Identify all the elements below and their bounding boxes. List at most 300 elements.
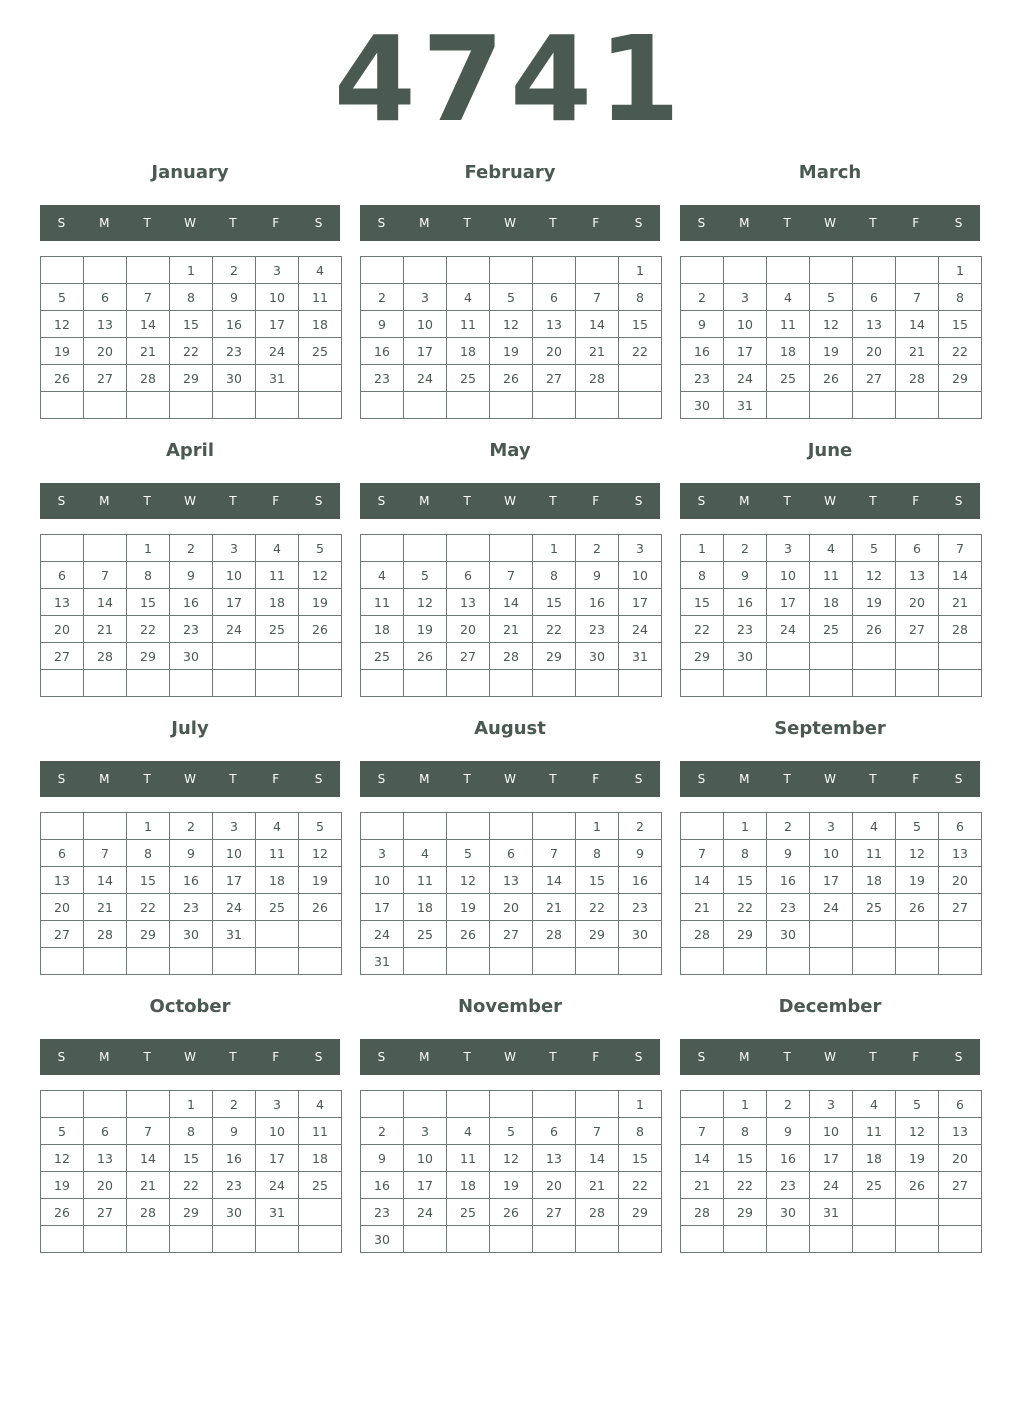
day-cell: 19 bbox=[41, 338, 84, 365]
month-name: September bbox=[774, 718, 886, 739]
day-cell: 28 bbox=[84, 921, 127, 948]
day-cell bbox=[127, 257, 170, 284]
day-cell bbox=[896, 1199, 939, 1226]
day-cell: 12 bbox=[896, 840, 939, 867]
weekday-header: F bbox=[912, 1050, 920, 1064]
weekday-header: S bbox=[634, 1050, 643, 1064]
day-cell: 20 bbox=[853, 338, 896, 365]
week-row bbox=[361, 1145, 662, 1172]
weekday-header: W bbox=[504, 772, 516, 786]
weekday-header: F bbox=[272, 494, 280, 508]
week-row bbox=[361, 284, 662, 311]
day-cell bbox=[299, 1226, 342, 1253]
day-cell bbox=[84, 257, 127, 284]
day-cell: 25 bbox=[361, 643, 404, 670]
week-row bbox=[681, 1199, 982, 1226]
day-cell: 13 bbox=[533, 1145, 576, 1172]
weekday-header: T bbox=[229, 216, 237, 230]
day-cell bbox=[404, 392, 447, 419]
day-cell: 19 bbox=[896, 1145, 939, 1172]
day-cell: 24 bbox=[256, 338, 299, 365]
day-cell bbox=[724, 257, 767, 284]
day-cell: 11 bbox=[853, 840, 896, 867]
day-cell bbox=[724, 948, 767, 975]
day-cell: 24 bbox=[256, 1172, 299, 1199]
day-cell bbox=[299, 1199, 342, 1226]
day-cell bbox=[810, 670, 853, 697]
day-cell: 25 bbox=[853, 894, 896, 921]
day-cell: 25 bbox=[767, 365, 810, 392]
day-cell bbox=[853, 948, 896, 975]
day-cell bbox=[810, 643, 853, 670]
day-cell: 10 bbox=[361, 867, 404, 894]
day-cell: 19 bbox=[490, 1172, 533, 1199]
month-name: December bbox=[778, 996, 882, 1017]
day-cell: 14 bbox=[576, 311, 619, 338]
week-row bbox=[361, 867, 662, 894]
day-cell: 6 bbox=[447, 562, 490, 589]
weekday-header-bar bbox=[680, 1039, 980, 1075]
day-cell: 12 bbox=[447, 867, 490, 894]
day-cell: 15 bbox=[127, 867, 170, 894]
day-cell: 17 bbox=[810, 867, 853, 894]
day-cell: 19 bbox=[299, 867, 342, 894]
day-cell bbox=[84, 535, 127, 562]
day-cell bbox=[127, 1091, 170, 1118]
week-row bbox=[681, 813, 982, 840]
day-cell: 22 bbox=[619, 338, 662, 365]
day-grid bbox=[40, 256, 342, 419]
day-cell bbox=[724, 670, 767, 697]
day-cell: 15 bbox=[576, 867, 619, 894]
day-cell: 7 bbox=[681, 840, 724, 867]
day-cell: 22 bbox=[724, 1172, 767, 1199]
day-cell: 28 bbox=[681, 1199, 724, 1226]
day-cell: 20 bbox=[41, 894, 84, 921]
week-row bbox=[41, 813, 342, 840]
day-cell: 16 bbox=[170, 867, 213, 894]
day-cell: 26 bbox=[404, 643, 447, 670]
day-cell: 14 bbox=[127, 1145, 170, 1172]
day-cell: 3 bbox=[810, 1091, 853, 1118]
day-cell: 1 bbox=[681, 535, 724, 562]
day-cell: 11 bbox=[767, 311, 810, 338]
day-cell: 5 bbox=[404, 562, 447, 589]
day-cell: 24 bbox=[404, 365, 447, 392]
day-cell: 13 bbox=[84, 1145, 127, 1172]
day-grid bbox=[40, 1090, 342, 1253]
weekday-header: W bbox=[184, 494, 196, 508]
day-cell: 17 bbox=[619, 589, 662, 616]
day-cell: 8 bbox=[724, 1118, 767, 1145]
day-cell bbox=[256, 1226, 299, 1253]
weekday-header: S bbox=[954, 494, 963, 508]
day-cell: 20 bbox=[84, 338, 127, 365]
day-cell: 3 bbox=[619, 535, 662, 562]
weekday-header-bar bbox=[40, 205, 340, 241]
day-cell: 31 bbox=[213, 921, 256, 948]
day-cell bbox=[84, 813, 127, 840]
day-cell bbox=[361, 1091, 404, 1118]
day-cell: 13 bbox=[939, 840, 982, 867]
day-cell: 4 bbox=[810, 535, 853, 562]
day-cell: 4 bbox=[447, 284, 490, 311]
weekday-header: W bbox=[824, 772, 836, 786]
day-cell: 12 bbox=[896, 1118, 939, 1145]
day-cell bbox=[490, 948, 533, 975]
day-cell: 30 bbox=[767, 921, 810, 948]
month-name: July bbox=[171, 718, 209, 739]
day-cell bbox=[896, 643, 939, 670]
weekday-header: M bbox=[739, 772, 750, 786]
day-cell bbox=[896, 921, 939, 948]
day-cell: 12 bbox=[41, 311, 84, 338]
week-row bbox=[361, 894, 662, 921]
day-cell: 27 bbox=[490, 921, 533, 948]
day-cell: 23 bbox=[576, 616, 619, 643]
day-cell: 26 bbox=[41, 365, 84, 392]
weekday-header: F bbox=[912, 772, 920, 786]
weekday-header: S bbox=[314, 216, 323, 230]
day-cell: 22 bbox=[619, 1172, 662, 1199]
week-row bbox=[361, 643, 662, 670]
week-row bbox=[41, 1199, 342, 1226]
day-cell: 17 bbox=[724, 338, 767, 365]
weekday-header: S bbox=[57, 1050, 66, 1064]
weekday-header: T bbox=[143, 494, 151, 508]
day-cell bbox=[939, 392, 982, 419]
day-cell: 1 bbox=[619, 257, 662, 284]
day-cell: 14 bbox=[939, 562, 982, 589]
weekday-header: S bbox=[954, 772, 963, 786]
day-cell: 29 bbox=[127, 643, 170, 670]
day-cell: 1 bbox=[724, 813, 767, 840]
week-row bbox=[681, 1172, 982, 1199]
weekday-header: W bbox=[824, 216, 836, 230]
day-cell: 29 bbox=[939, 365, 982, 392]
week-row bbox=[361, 311, 662, 338]
day-cell: 8 bbox=[619, 284, 662, 311]
weekday-header: T bbox=[869, 772, 877, 786]
day-cell: 28 bbox=[490, 643, 533, 670]
day-cell: 21 bbox=[681, 894, 724, 921]
day-cell: 4 bbox=[256, 813, 299, 840]
day-cell: 3 bbox=[213, 535, 256, 562]
day-cell bbox=[490, 257, 533, 284]
day-cell: 16 bbox=[619, 867, 662, 894]
day-cell bbox=[767, 257, 810, 284]
day-cell: 16 bbox=[213, 1145, 256, 1172]
day-cell: 7 bbox=[127, 284, 170, 311]
day-cell bbox=[681, 1226, 724, 1253]
day-cell: 28 bbox=[681, 921, 724, 948]
day-cell: 12 bbox=[299, 562, 342, 589]
day-cell bbox=[896, 1226, 939, 1253]
week-row bbox=[41, 616, 342, 643]
day-cell: 10 bbox=[404, 1145, 447, 1172]
day-cell: 3 bbox=[810, 813, 853, 840]
day-cell: 25 bbox=[299, 1172, 342, 1199]
week-row bbox=[41, 1091, 342, 1118]
day-cell: 22 bbox=[170, 1172, 213, 1199]
weekday-header: M bbox=[419, 216, 430, 230]
week-row bbox=[361, 562, 662, 589]
day-cell: 16 bbox=[170, 589, 213, 616]
day-cell: 10 bbox=[213, 562, 256, 589]
day-cell bbox=[939, 948, 982, 975]
day-cell: 15 bbox=[170, 311, 213, 338]
day-cell: 19 bbox=[896, 867, 939, 894]
day-cell: 27 bbox=[84, 365, 127, 392]
day-cell bbox=[767, 670, 810, 697]
weekday-header: M bbox=[419, 1050, 430, 1064]
day-cell: 5 bbox=[490, 284, 533, 311]
month-name: May bbox=[489, 440, 531, 461]
day-cell: 6 bbox=[939, 813, 982, 840]
day-cell: 26 bbox=[447, 921, 490, 948]
week-row bbox=[361, 921, 662, 948]
day-cell: 16 bbox=[767, 1145, 810, 1172]
weekday-header: F bbox=[272, 772, 280, 786]
day-cell: 9 bbox=[170, 562, 213, 589]
day-cell: 12 bbox=[299, 840, 342, 867]
day-cell: 28 bbox=[576, 365, 619, 392]
day-cell: 10 bbox=[256, 1118, 299, 1145]
weekday-header: S bbox=[697, 494, 706, 508]
day-cell bbox=[41, 670, 84, 697]
day-cell bbox=[299, 392, 342, 419]
weekday-header-bar bbox=[40, 761, 340, 797]
day-cell: 27 bbox=[853, 365, 896, 392]
day-cell: 22 bbox=[127, 894, 170, 921]
week-row bbox=[681, 1091, 982, 1118]
day-cell: 8 bbox=[724, 840, 767, 867]
day-cell: 25 bbox=[299, 338, 342, 365]
day-cell bbox=[810, 921, 853, 948]
day-cell: 5 bbox=[810, 284, 853, 311]
day-cell: 29 bbox=[127, 921, 170, 948]
weekday-header: F bbox=[592, 494, 600, 508]
day-cell: 3 bbox=[404, 284, 447, 311]
day-cell: 12 bbox=[490, 1145, 533, 1172]
day-cell bbox=[619, 365, 662, 392]
day-cell bbox=[299, 643, 342, 670]
day-cell: 21 bbox=[896, 338, 939, 365]
day-cell: 1 bbox=[127, 535, 170, 562]
day-cell bbox=[490, 392, 533, 419]
day-cell: 23 bbox=[361, 1199, 404, 1226]
weekday-header: S bbox=[954, 216, 963, 230]
day-cell bbox=[299, 365, 342, 392]
week-row bbox=[41, 589, 342, 616]
day-cell bbox=[41, 257, 84, 284]
day-cell: 1 bbox=[127, 813, 170, 840]
day-cell: 6 bbox=[41, 562, 84, 589]
day-cell: 16 bbox=[767, 867, 810, 894]
week-row bbox=[361, 948, 662, 975]
day-cell bbox=[576, 948, 619, 975]
day-cell: 12 bbox=[404, 589, 447, 616]
day-cell: 2 bbox=[724, 535, 767, 562]
day-cell: 4 bbox=[767, 284, 810, 311]
weekday-header: W bbox=[824, 494, 836, 508]
day-cell: 21 bbox=[84, 894, 127, 921]
day-cell: 21 bbox=[576, 1172, 619, 1199]
day-cell bbox=[213, 670, 256, 697]
day-cell bbox=[84, 1226, 127, 1253]
day-cell: 14 bbox=[681, 1145, 724, 1172]
day-cell: 8 bbox=[170, 1118, 213, 1145]
day-cell bbox=[404, 948, 447, 975]
day-cell: 24 bbox=[724, 365, 767, 392]
day-cell: 17 bbox=[213, 867, 256, 894]
day-cell: 19 bbox=[447, 894, 490, 921]
day-cell: 27 bbox=[939, 894, 982, 921]
day-cell: 28 bbox=[896, 365, 939, 392]
day-cell: 19 bbox=[853, 589, 896, 616]
day-cell: 26 bbox=[41, 1199, 84, 1226]
week-row bbox=[681, 1226, 982, 1253]
day-cell: 21 bbox=[84, 616, 127, 643]
day-cell: 13 bbox=[533, 311, 576, 338]
day-cell: 30 bbox=[619, 921, 662, 948]
day-cell bbox=[767, 392, 810, 419]
day-cell: 8 bbox=[576, 840, 619, 867]
day-cell bbox=[533, 257, 576, 284]
day-cell bbox=[213, 643, 256, 670]
day-cell bbox=[767, 948, 810, 975]
day-cell: 18 bbox=[361, 616, 404, 643]
day-cell: 31 bbox=[724, 392, 767, 419]
weekday-header: S bbox=[634, 494, 643, 508]
weekday-header: T bbox=[549, 772, 557, 786]
day-cell: 22 bbox=[533, 616, 576, 643]
day-cell: 5 bbox=[896, 813, 939, 840]
day-cell bbox=[767, 1226, 810, 1253]
day-cell: 29 bbox=[576, 921, 619, 948]
day-cell: 11 bbox=[256, 840, 299, 867]
week-row bbox=[681, 921, 982, 948]
weekday-header: W bbox=[184, 216, 196, 230]
day-cell: 4 bbox=[853, 813, 896, 840]
day-cell: 4 bbox=[256, 535, 299, 562]
day-cell bbox=[84, 392, 127, 419]
week-row bbox=[41, 1145, 342, 1172]
day-cell: 4 bbox=[299, 1091, 342, 1118]
weekday-header: T bbox=[229, 1050, 237, 1064]
day-cell bbox=[810, 257, 853, 284]
day-cell: 31 bbox=[256, 365, 299, 392]
day-cell: 3 bbox=[256, 1091, 299, 1118]
day-cell: 7 bbox=[127, 1118, 170, 1145]
day-cell: 8 bbox=[170, 284, 213, 311]
day-cell: 22 bbox=[939, 338, 982, 365]
day-cell: 28 bbox=[533, 921, 576, 948]
day-cell bbox=[299, 670, 342, 697]
day-cell: 12 bbox=[490, 311, 533, 338]
weekday-header: S bbox=[697, 1050, 706, 1064]
day-cell: 5 bbox=[853, 535, 896, 562]
week-row bbox=[681, 894, 982, 921]
day-cell: 6 bbox=[939, 1091, 982, 1118]
weekday-header: M bbox=[99, 772, 110, 786]
week-row bbox=[41, 284, 342, 311]
day-cell: 3 bbox=[213, 813, 256, 840]
month-name: March bbox=[798, 162, 862, 183]
day-cell: 29 bbox=[170, 1199, 213, 1226]
day-cell: 20 bbox=[939, 867, 982, 894]
day-cell: 8 bbox=[127, 562, 170, 589]
day-cell: 27 bbox=[41, 921, 84, 948]
day-cell bbox=[299, 948, 342, 975]
weekday-header-bar bbox=[360, 205, 660, 241]
day-cell: 28 bbox=[84, 643, 127, 670]
week-row bbox=[41, 921, 342, 948]
day-cell: 25 bbox=[256, 616, 299, 643]
day-cell: 31 bbox=[810, 1199, 853, 1226]
day-cell: 29 bbox=[619, 1199, 662, 1226]
day-cell bbox=[84, 1091, 127, 1118]
day-cell: 21 bbox=[576, 338, 619, 365]
weekday-header: S bbox=[377, 1050, 386, 1064]
day-cell: 6 bbox=[84, 1118, 127, 1145]
day-cell bbox=[853, 643, 896, 670]
day-cell bbox=[213, 948, 256, 975]
day-cell: 3 bbox=[361, 840, 404, 867]
day-cell bbox=[767, 643, 810, 670]
week-row bbox=[681, 392, 982, 419]
month-name: June bbox=[807, 440, 853, 461]
day-cell: 15 bbox=[127, 589, 170, 616]
day-cell: 5 bbox=[447, 840, 490, 867]
day-cell bbox=[361, 535, 404, 562]
weekday-header: F bbox=[592, 216, 600, 230]
day-cell: 16 bbox=[724, 589, 767, 616]
day-cell: 6 bbox=[41, 840, 84, 867]
day-cell: 2 bbox=[361, 1118, 404, 1145]
weekday-header: S bbox=[697, 772, 706, 786]
day-cell: 3 bbox=[256, 257, 299, 284]
week-row bbox=[681, 338, 982, 365]
day-cell: 23 bbox=[213, 338, 256, 365]
day-cell: 29 bbox=[533, 643, 576, 670]
day-cell bbox=[939, 921, 982, 948]
day-cell: 21 bbox=[939, 589, 982, 616]
day-cell bbox=[490, 1226, 533, 1253]
day-cell: 2 bbox=[767, 813, 810, 840]
day-cell: 30 bbox=[576, 643, 619, 670]
day-cell: 11 bbox=[404, 867, 447, 894]
weekday-header: T bbox=[463, 1050, 471, 1064]
day-cell: 25 bbox=[853, 1172, 896, 1199]
day-cell bbox=[41, 392, 84, 419]
day-grid bbox=[360, 812, 662, 975]
day-cell bbox=[533, 948, 576, 975]
day-cell: 20 bbox=[896, 589, 939, 616]
day-cell: 23 bbox=[361, 365, 404, 392]
day-cell bbox=[619, 1226, 662, 1253]
weekday-header: F bbox=[592, 1050, 600, 1064]
day-cell bbox=[490, 1091, 533, 1118]
day-cell: 30 bbox=[724, 643, 767, 670]
weekday-header: S bbox=[697, 216, 706, 230]
day-cell: 12 bbox=[41, 1145, 84, 1172]
day-cell: 1 bbox=[619, 1091, 662, 1118]
day-cell: 27 bbox=[533, 365, 576, 392]
day-cell: 14 bbox=[896, 311, 939, 338]
day-cell: 26 bbox=[299, 894, 342, 921]
day-cell: 9 bbox=[767, 1118, 810, 1145]
